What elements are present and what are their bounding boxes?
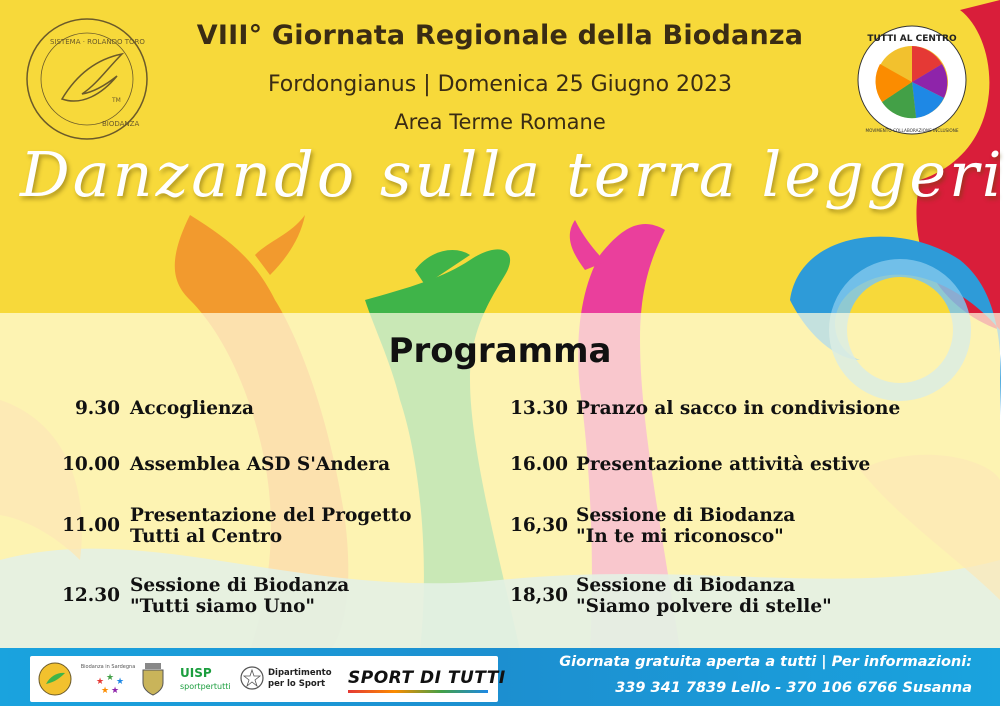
program-item bbox=[508, 505, 948, 549]
republic-emblem-icon bbox=[240, 666, 264, 690]
program-time: 16.00 bbox=[510, 454, 568, 475]
program-activity-line2: "Siamo polvere di stelle" bbox=[576, 596, 832, 617]
svg-text:MOVIMENTO COLLABORAZIONE INCLU: MOVIMENTO COLLABORAZIONE INCLUSIONE bbox=[865, 128, 959, 133]
coat-of-arms-icon bbox=[140, 661, 166, 697]
svg-text:★: ★ bbox=[111, 686, 120, 696]
program-activity: Presentazione del Progetto bbox=[130, 505, 412, 526]
program-title: Programma bbox=[388, 331, 612, 371]
program-time: 18,30 bbox=[510, 585, 568, 606]
program-activity-line2: Tutti al Centro bbox=[130, 526, 283, 547]
sport-di-tutti-logo: SPORT DI TUTTI bbox=[348, 668, 506, 688]
program-activity: Sessione di Biodanza bbox=[576, 575, 796, 596]
event-title: VIII° Giornata Regionale della Biodanza bbox=[196, 20, 804, 51]
program-activity: Sessione di Biodanza bbox=[576, 505, 796, 526]
svg-text:SISTEMA · ROLANDO TORO: SISTEMA · ROLANDO TORO bbox=[50, 38, 145, 46]
program-item bbox=[60, 454, 480, 478]
program-activity: Assemblea ASD S'Andera bbox=[130, 454, 391, 475]
program-activity: Accoglienza bbox=[130, 398, 254, 419]
slogan: Danzando sulla terra leggeri bbox=[20, 138, 1005, 211]
program-activity: Pranzo al sacco in condivisione bbox=[576, 398, 901, 419]
program-activity: Sessione di Biodanza bbox=[130, 575, 350, 596]
program-activity-line2: "In te mi riconosco" bbox=[576, 526, 784, 547]
program-item bbox=[60, 575, 480, 619]
sponsor-logos-strip bbox=[30, 656, 506, 702]
pink-dancer-arm bbox=[570, 220, 605, 270]
event-date-location: Fordongianus | Domenica 25 Giugno 2023 bbox=[267, 72, 733, 97]
event-venue: Area Terme Romane bbox=[394, 110, 606, 134]
orange-dancer-arm bbox=[255, 215, 305, 275]
svg-text:★: ★ bbox=[106, 673, 115, 683]
program-item bbox=[60, 505, 480, 549]
program-time: 13.30 bbox=[510, 398, 568, 419]
program-time: 16,30 bbox=[510, 515, 568, 536]
info-line-2: 339 341 7839 Lello - 370 106 6766 Susanna bbox=[615, 680, 972, 696]
svg-text:★: ★ bbox=[116, 677, 125, 687]
tutti-al-centro-badge bbox=[856, 24, 968, 136]
program-item bbox=[508, 454, 948, 478]
hummingbird-icon bbox=[62, 54, 122, 101]
stars-logo bbox=[80, 660, 136, 698]
info-line-1: Giornata gratuita aperta a tutti | Per informazioni: bbox=[559, 654, 972, 670]
svg-text:★: ★ bbox=[101, 686, 110, 696]
program-time: 9.30 bbox=[74, 398, 120, 419]
svg-text:TM: TM bbox=[112, 97, 121, 104]
biodanza-seal-logo bbox=[22, 14, 152, 144]
program-time: 12.30 bbox=[62, 585, 120, 606]
program-activity: Presentazione attività estive bbox=[576, 454, 871, 475]
uisp-tagline: sportpertutti bbox=[180, 682, 231, 691]
program-item bbox=[60, 398, 480, 422]
svg-text:TUTTI AL CENTRO: TUTTI AL CENTRO bbox=[867, 34, 957, 44]
program-activity-line2: "Tutti siamo Uno" bbox=[130, 596, 316, 617]
uisp-logo: UISP bbox=[180, 666, 212, 680]
svg-text:Biodanza in Sardegna: Biodanza in Sardegna bbox=[80, 664, 136, 670]
dipartimento-sport-logo: Dipartimento per lo Sport bbox=[268, 668, 332, 689]
program-time: 10.00 bbox=[62, 454, 120, 475]
biodanza-circle-logo bbox=[38, 662, 72, 696]
program-item bbox=[508, 398, 948, 422]
svg-text:BIODANZA: BIODANZA bbox=[102, 120, 140, 128]
program-time: 11.00 bbox=[62, 515, 120, 536]
sport-di-tutti-underline bbox=[348, 690, 488, 693]
program-item bbox=[508, 575, 948, 619]
svg-text:★: ★ bbox=[96, 677, 105, 687]
